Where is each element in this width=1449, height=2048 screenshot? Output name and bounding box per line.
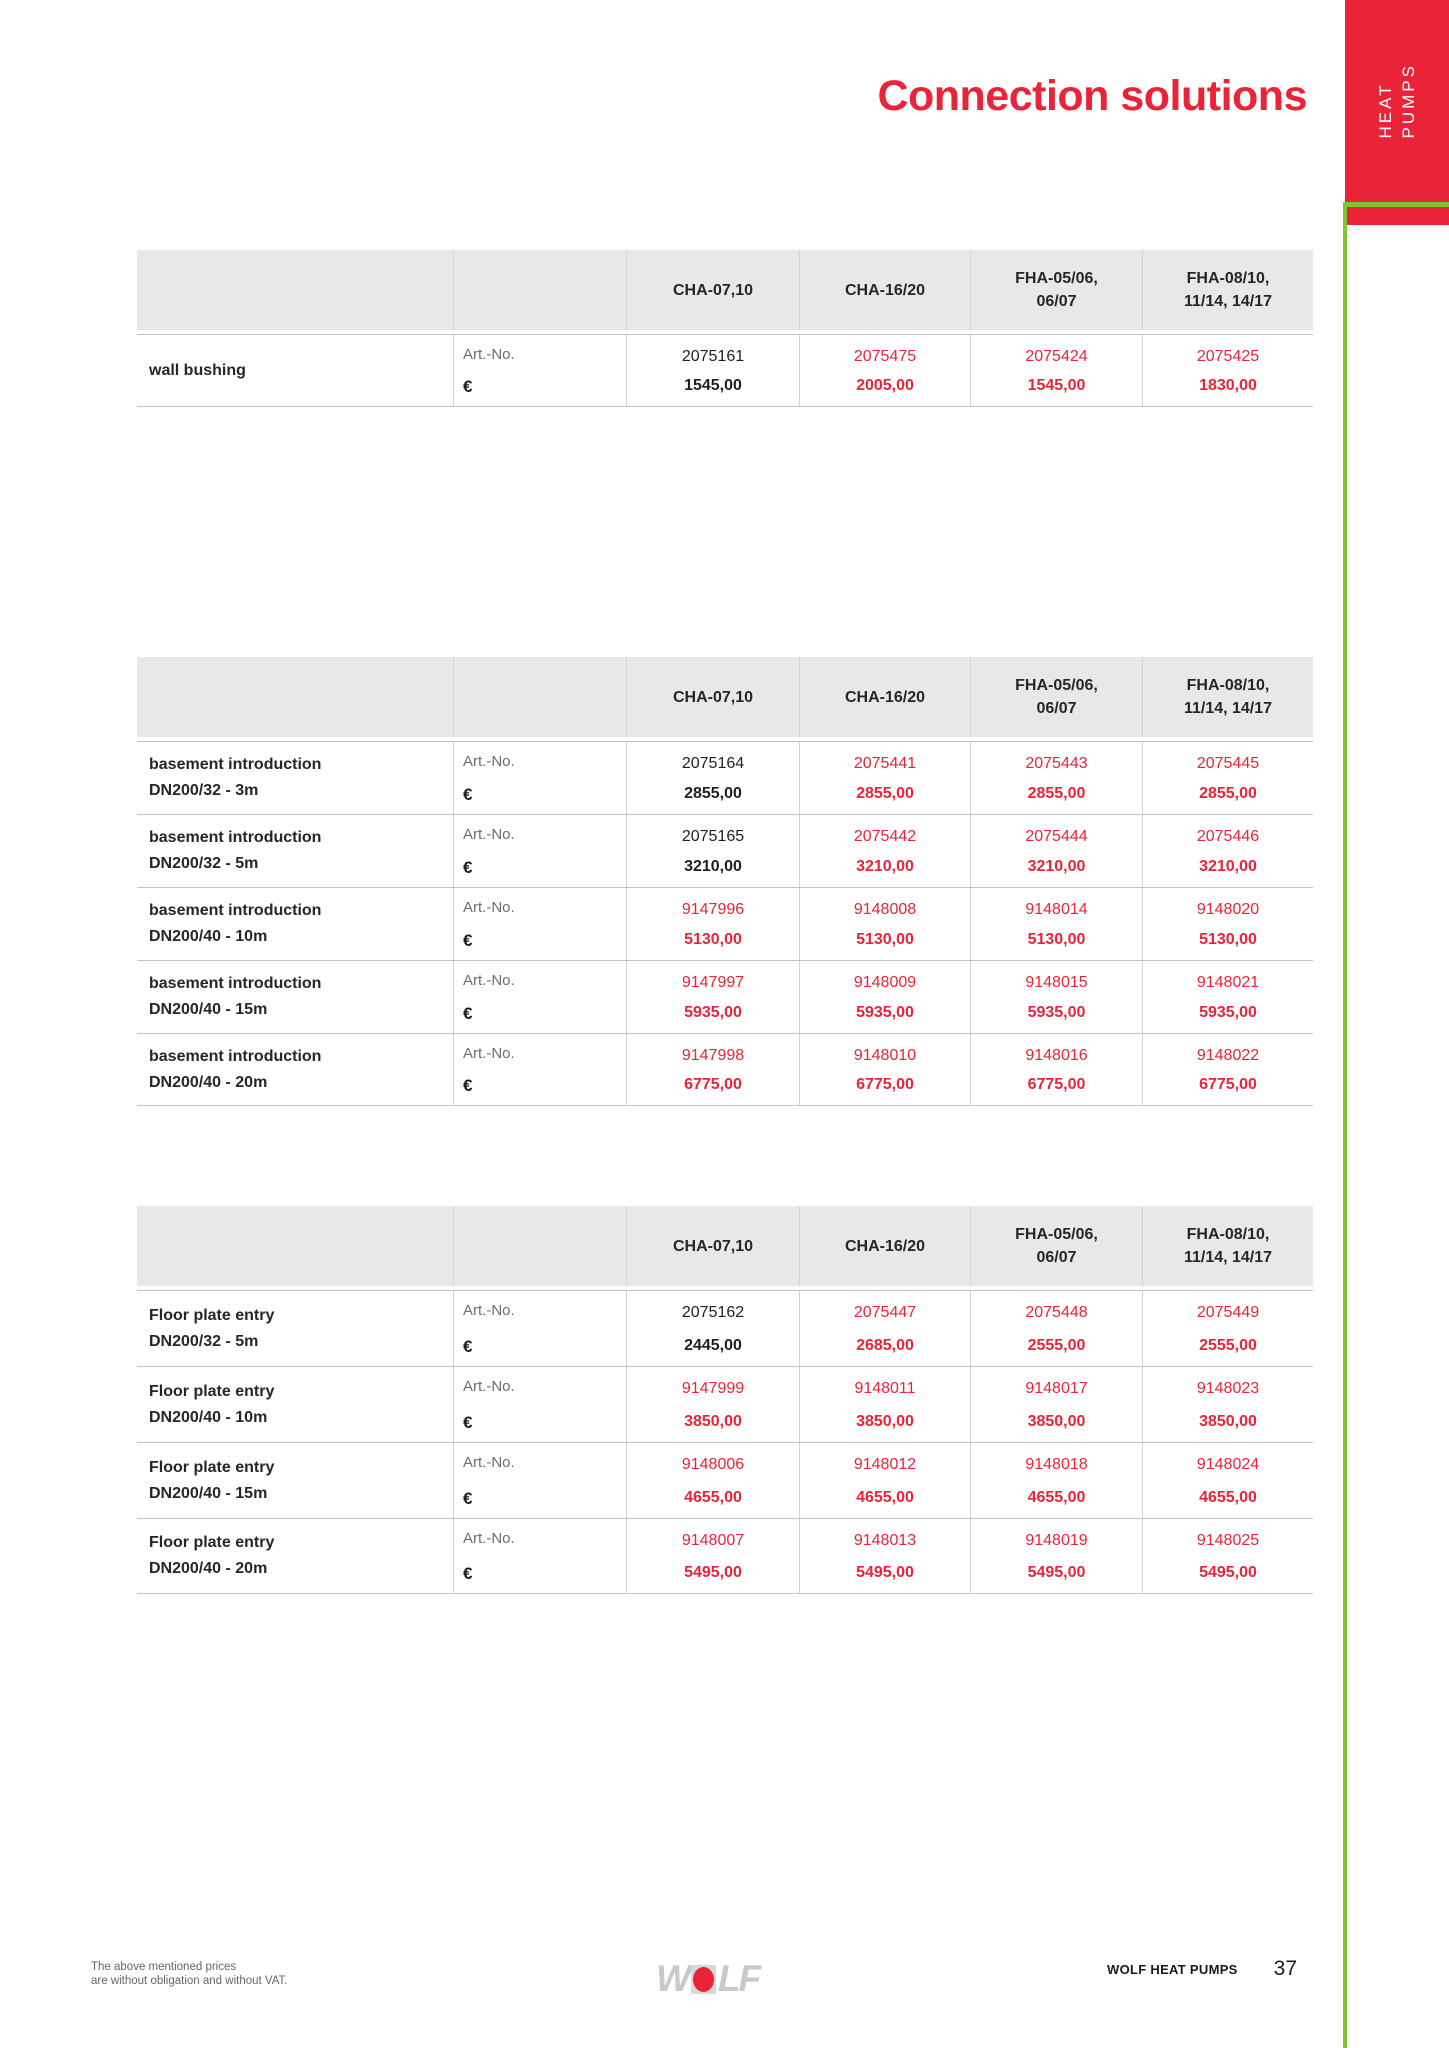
currency-label: € — [463, 931, 473, 950]
art-no-value: 2075447 — [853, 1304, 917, 1321]
price-cell — [626, 1034, 799, 1105]
column-header — [1142, 657, 1313, 737]
footer-price-note — [91, 1960, 287, 1988]
art-no-label: Art.-No. — [463, 1302, 515, 1319]
table-row — [137, 1366, 1313, 1442]
table-row — [137, 960, 1313, 1033]
column-header-line: CHA-07,10 — [672, 281, 754, 299]
price-cell — [970, 1519, 1142, 1593]
column-header-line: CHA-16/20 — [844, 1237, 926, 1255]
price-cell — [799, 1367, 970, 1442]
art-no-value: 9147999 — [681, 1380, 745, 1397]
price-cell — [970, 742, 1142, 814]
art-no-value: 9147997 — [681, 974, 745, 991]
price-cell — [1142, 1367, 1313, 1442]
price-cell — [626, 1519, 799, 1593]
product-label-line: DN200/40 - 20m — [149, 1073, 268, 1091]
art-no-value: 9148014 — [1025, 901, 1088, 918]
price-value: 5935,00 — [856, 1004, 914, 1021]
price-value: 5130,00 — [1199, 931, 1257, 948]
art-no-value: 2075165 — [681, 828, 745, 845]
chapter-tab-line-2: PUMPS — [1399, 63, 1418, 139]
chapter-tab-line-1: HEAT — [1376, 82, 1395, 139]
row-key-cell — [453, 335, 626, 406]
art-no-value: 9148018 — [1025, 1456, 1088, 1473]
product-label-line: Floor plate entry — [149, 1306, 275, 1324]
product-label-line: DN200/32 - 5m — [149, 855, 259, 872]
table-header-row — [137, 657, 1313, 737]
product-label-line: basement introduction — [149, 829, 322, 846]
product-label-line: basement introduction — [149, 902, 322, 919]
price-value: 5495,00 — [1199, 1564, 1257, 1581]
table-row — [137, 334, 1313, 407]
price-cell — [626, 1443, 799, 1518]
art-no-value: 2075445 — [1196, 755, 1260, 772]
column-header-line: 11/14, 14/17 — [1183, 293, 1273, 310]
row-key-cell — [453, 961, 626, 1033]
price-value: 2555,00 — [1199, 1337, 1257, 1354]
art-no-value: 9148011 — [854, 1380, 916, 1397]
price-cell — [799, 335, 970, 406]
price-cell — [799, 1443, 970, 1518]
column-header-empty — [453, 657, 626, 737]
price-value: 5495,00 — [856, 1564, 914, 1581]
art-no-value: 9148007 — [681, 1532, 745, 1549]
price-value: 5935,00 — [1027, 1004, 1086, 1021]
price-value: 2855,00 — [1199, 785, 1257, 802]
art-no-value: 2075448 — [1025, 1304, 1088, 1321]
column-header-line: FHA-08/10, — [1186, 1226, 1270, 1243]
column-header — [970, 657, 1142, 737]
row-key-cell — [453, 1367, 626, 1442]
art-no-value: 2075449 — [1196, 1304, 1260, 1321]
table-header-row — [137, 1206, 1313, 1286]
art-no-label: Art.-No. — [463, 1530, 515, 1547]
product-label-line: DN200/40 - 10m — [149, 1408, 268, 1426]
price-cell — [1142, 742, 1313, 814]
column-header-line: 11/14, 14/17 — [1183, 1249, 1273, 1266]
art-no-value: 9148009 — [853, 974, 917, 991]
product-label-line: Floor plate entry — [149, 1458, 275, 1476]
product-label-line: DN200/40 - 20m — [149, 1560, 268, 1577]
column-header — [1142, 250, 1313, 330]
art-no-value: 2075161 — [681, 348, 745, 365]
row-key-cell — [453, 1443, 626, 1518]
art-no-value: 9147996 — [681, 901, 745, 918]
art-no-value: 9147998 — [681, 1047, 745, 1064]
art-no-value: 9148024 — [1196, 1456, 1260, 1473]
table-basement-introduction — [137, 657, 1313, 1106]
art-no-value: 2075444 — [1025, 828, 1088, 845]
currency-label: € — [463, 1004, 473, 1023]
product-label — [137, 1291, 453, 1366]
price-cell — [799, 742, 970, 814]
column-header-line: CHA-16/20 — [844, 688, 926, 706]
price-value: 2685,00 — [856, 1337, 914, 1354]
column-header-line: FHA-08/10, — [1186, 677, 1270, 694]
product-label-line: DN200/40 - 15m — [149, 1484, 268, 1502]
table-row — [137, 741, 1313, 814]
chapter-tab-label — [1374, 63, 1420, 138]
price-cell — [1142, 888, 1313, 960]
price-value: 6775,00 — [1199, 1076, 1257, 1093]
art-no-value: 9148015 — [1025, 974, 1088, 991]
price-cell — [970, 335, 1142, 406]
price-value: 4655,00 — [1027, 1489, 1086, 1506]
art-no-value: 2075162 — [681, 1304, 745, 1321]
price-value: 3850,00 — [1027, 1413, 1086, 1430]
art-no-value: 9148008 — [853, 901, 917, 918]
price-value: 3210,00 — [684, 858, 742, 875]
art-no-value: 9148025 — [1196, 1532, 1260, 1549]
green-rule-vertical — [1343, 202, 1347, 2048]
table-row — [137, 1442, 1313, 1518]
wolf-logo-o-icon — [691, 1965, 716, 1994]
price-value: 2445,00 — [684, 1337, 742, 1354]
price-value: 6775,00 — [1027, 1076, 1086, 1093]
product-label — [137, 335, 453, 406]
product-label — [137, 742, 453, 814]
price-value: 3210,00 — [1199, 858, 1257, 875]
product-label-line: basement introduction — [149, 975, 322, 992]
column-header-empty — [453, 1206, 626, 1286]
column-header-empty — [137, 657, 453, 737]
price-cell — [1142, 1034, 1313, 1105]
art-no-value: 2075425 — [1196, 348, 1260, 365]
chapter-tab-heat-pumps — [1345, 0, 1449, 202]
currency-label: € — [463, 1489, 473, 1508]
price-value: 6775,00 — [684, 1076, 742, 1093]
product-label — [137, 1034, 453, 1105]
price-cell — [1142, 1443, 1313, 1518]
column-header-line: CHA-07,10 — [672, 1237, 754, 1255]
product-label — [137, 815, 453, 887]
product-label — [137, 1443, 453, 1518]
chapter-tab-strip — [1347, 207, 1449, 225]
art-no-value: 2075164 — [681, 755, 745, 772]
product-label — [137, 888, 453, 960]
price-cell — [1142, 1519, 1313, 1593]
currency-label: € — [463, 785, 473, 804]
price-cell — [1142, 1291, 1313, 1366]
price-value: 3850,00 — [856, 1413, 914, 1430]
table-floor-plate-entry — [137, 1206, 1313, 1594]
art-no-value: 2075443 — [1025, 755, 1088, 772]
product-label — [137, 961, 453, 1033]
column-header — [799, 1206, 970, 1286]
column-header — [970, 250, 1142, 330]
footer-brand-label: WOLF HEAT PUMPS — [1107, 1962, 1238, 1977]
art-no-value: 9148012 — [853, 1456, 917, 1473]
price-cell — [970, 1034, 1142, 1105]
row-key-cell — [453, 742, 626, 814]
art-no-value: 9148019 — [1025, 1532, 1088, 1549]
wolf-logo-red-dot-icon — [693, 1967, 714, 1992]
price-value: 4655,00 — [1199, 1489, 1257, 1506]
art-no-value: 9148020 — [1196, 901, 1260, 918]
price-cell — [799, 961, 970, 1033]
price-cell — [970, 815, 1142, 887]
currency-label: € — [463, 1337, 473, 1356]
art-no-value: 9148021 — [1196, 974, 1260, 991]
column-header-line: 11/14, 14/17 — [1183, 700, 1273, 717]
column-header — [1142, 1206, 1313, 1286]
art-no-label: Art.-No. — [463, 972, 515, 989]
product-label-line: Floor plate entry — [149, 1382, 275, 1400]
price-cell — [970, 1367, 1142, 1442]
price-value: 3210,00 — [856, 858, 914, 875]
price-cell — [626, 1291, 799, 1366]
price-value: 5935,00 — [684, 1004, 742, 1021]
wolf-logo — [656, 1960, 759, 1998]
column-header-empty — [137, 1206, 453, 1286]
price-value: 2855,00 — [684, 785, 742, 802]
table-row — [137, 1290, 1313, 1366]
currency-label: € — [463, 1076, 473, 1095]
art-no-label: Art.-No. — [463, 1045, 515, 1062]
price-cell — [626, 335, 799, 406]
price-value: 3210,00 — [1027, 858, 1086, 875]
price-cell — [799, 888, 970, 960]
price-cell — [626, 1367, 799, 1442]
price-cell — [970, 888, 1142, 960]
price-value: 6775,00 — [856, 1076, 914, 1093]
table-row — [137, 1518, 1313, 1594]
row-key-cell — [453, 888, 626, 960]
price-cell — [799, 815, 970, 887]
art-no-value: 9148016 — [1025, 1047, 1088, 1064]
price-value: 2855,00 — [1027, 785, 1086, 802]
price-cell — [799, 1034, 970, 1105]
product-label-line: basement introduction — [149, 1047, 322, 1065]
price-cell — [626, 815, 799, 887]
art-no-label: Art.-No. — [463, 1378, 515, 1395]
product-label-line: basement introduction — [149, 756, 322, 773]
column-header-line: 06/07 — [1036, 293, 1077, 310]
art-no-label: Art.-No. — [463, 826, 515, 843]
column-header-line: 06/07 — [1036, 1249, 1077, 1266]
column-header-line: 06/07 — [1036, 700, 1077, 717]
art-no-value: 2075442 — [853, 828, 917, 845]
art-no-value: 9148023 — [1196, 1380, 1260, 1397]
price-cell — [1142, 961, 1313, 1033]
column-header-line: FHA-08/10, — [1186, 270, 1270, 287]
product-label-line: DN200/40 - 15m — [149, 1001, 268, 1018]
art-no-value: 9148006 — [681, 1456, 745, 1473]
art-no-label: Art.-No. — [463, 753, 515, 770]
footer-note-line-2: are without obligation and without VAT. — [91, 1975, 288, 1987]
column-header-line: CHA-07,10 — [672, 688, 754, 706]
price-value: 5495,00 — [1027, 1564, 1086, 1581]
footer-right — [1107, 1957, 1297, 1981]
currency-label: € — [463, 1564, 473, 1583]
column-header-line: FHA-05/06, — [1015, 677, 1098, 694]
wolf-logo-letters-lf: LF — [717, 1958, 760, 1999]
price-value: 2005,00 — [856, 377, 914, 394]
art-no-value: 2075424 — [1025, 348, 1088, 365]
price-cell — [1142, 335, 1313, 406]
art-no-value: 2075441 — [853, 755, 917, 772]
table-header-row — [137, 250, 1313, 330]
currency-label: € — [463, 1413, 473, 1432]
price-cell — [626, 888, 799, 960]
footer-note-line-1: The above mentioned prices — [91, 1961, 237, 1973]
product-label-line: DN200/40 - 10m — [149, 928, 268, 945]
price-cell — [799, 1291, 970, 1366]
row-key-cell — [453, 1034, 626, 1105]
price-value: 5495,00 — [684, 1564, 742, 1581]
price-cell — [970, 1443, 1142, 1518]
column-header-line: FHA-05/06, — [1015, 270, 1098, 287]
row-key-cell — [453, 1519, 626, 1593]
price-cell — [799, 1519, 970, 1593]
price-value: 1545,00 — [1027, 377, 1086, 394]
product-label — [137, 1367, 453, 1442]
price-value: 3850,00 — [684, 1413, 742, 1430]
art-no-value: 2075475 — [853, 348, 917, 365]
price-cell — [970, 961, 1142, 1033]
column-header — [626, 1206, 799, 1286]
currency-label: € — [463, 858, 473, 877]
art-no-label: Art.-No. — [463, 899, 515, 916]
column-header-line: CHA-16/20 — [844, 281, 926, 299]
art-no-value: 2075446 — [1196, 828, 1260, 845]
price-value: 5130,00 — [684, 931, 742, 948]
art-no-value: 9148013 — [853, 1532, 917, 1549]
price-value: 5935,00 — [1199, 1004, 1257, 1021]
price-cell — [626, 742, 799, 814]
table-row — [137, 814, 1313, 887]
price-value: 2855,00 — [856, 785, 914, 802]
price-value: 3850,00 — [1199, 1413, 1257, 1430]
row-key-cell — [453, 815, 626, 887]
price-cell — [970, 1291, 1142, 1366]
price-value: 5130,00 — [856, 931, 914, 948]
art-no-label: Art.-No. — [463, 346, 515, 363]
table-wall-bushing — [137, 250, 1313, 407]
product-label-line: DN200/32 - 5m — [149, 1332, 259, 1350]
table-row — [137, 1033, 1313, 1106]
wolf-logo-letter-w: W — [656, 1958, 689, 1999]
product-label-line: Floor plate entry — [149, 1534, 275, 1551]
price-value: 4655,00 — [856, 1489, 914, 1506]
column-header-empty — [137, 250, 453, 330]
table-row — [137, 887, 1313, 960]
column-header — [626, 250, 799, 330]
column-header — [970, 1206, 1142, 1286]
column-header — [799, 657, 970, 737]
art-no-value: 9148022 — [1196, 1047, 1260, 1064]
price-value: 5130,00 — [1027, 931, 1086, 948]
price-value: 4655,00 — [684, 1489, 742, 1506]
price-cell — [626, 961, 799, 1033]
column-header — [799, 250, 970, 330]
price-value: 1545,00 — [684, 377, 742, 394]
product-label-line: DN200/32 - 3m — [149, 782, 259, 799]
art-no-label: Art.-No. — [463, 1454, 515, 1471]
price-value: 2555,00 — [1027, 1337, 1086, 1354]
currency-label: € — [463, 377, 473, 396]
page-title: Connection solutions — [877, 72, 1307, 120]
product-label-line: wall bushing — [149, 361, 246, 379]
price-cell — [1142, 815, 1313, 887]
page-number: 37 — [1273, 1957, 1297, 1980]
row-key-cell — [453, 1291, 626, 1366]
price-value: 1830,00 — [1199, 377, 1257, 394]
column-header-empty — [453, 250, 626, 330]
column-header-line: FHA-05/06, — [1015, 1226, 1098, 1243]
product-label — [137, 1519, 453, 1593]
column-header — [626, 657, 799, 737]
art-no-value: 9148010 — [853, 1047, 917, 1064]
art-no-value: 9148017 — [1025, 1380, 1088, 1397]
